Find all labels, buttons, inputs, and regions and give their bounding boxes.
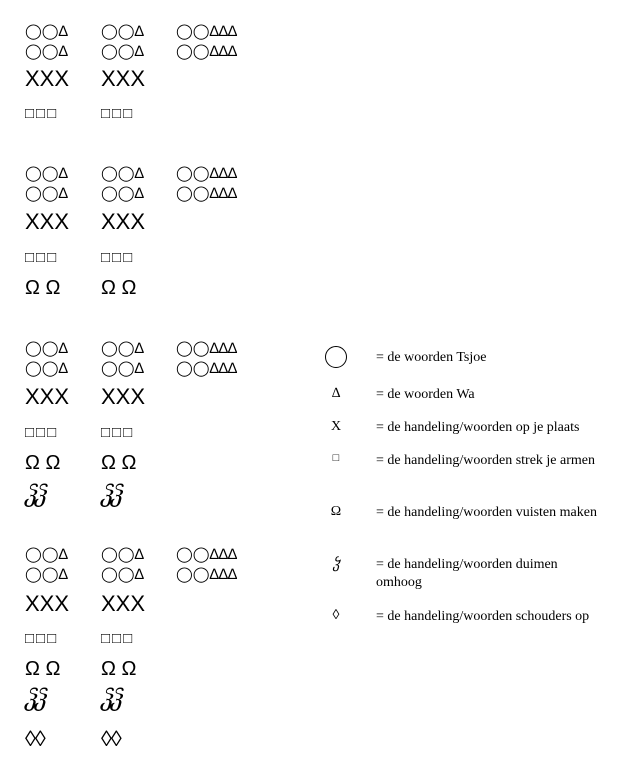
circles-delta3-row: ◯◯∆∆∆	[176, 566, 238, 583]
diamonds-row: ◊◊	[101, 726, 121, 751]
omegas-row: Ω Ω	[101, 658, 137, 680]
circle-icon	[322, 346, 350, 373]
legend-text: = de handeling/woorden duimen omhoog	[376, 557, 558, 590]
omegas-row: Ω Ω	[101, 277, 137, 299]
thumbs-row: ჴჴ	[25, 687, 45, 712]
circles-delta-row: ◯◯∆	[25, 23, 68, 40]
diamonds-row: ◊◊	[25, 726, 45, 751]
legend-text: = de handeling/woorden schouders op	[376, 609, 590, 624]
xxx-row: XXX	[101, 209, 146, 234]
square-icon: □	[332, 452, 340, 464]
circles-delta-row: ◯◯∆	[25, 43, 68, 60]
circles-delta-row: ◯◯∆	[25, 546, 68, 563]
circles-delta-row: ◯◯∆	[101, 360, 144, 377]
omegas-row: Ω Ω	[25, 658, 61, 680]
circles-delta-row: ◯◯∆	[101, 340, 144, 357]
xxx-row: XXX	[101, 591, 146, 616]
thumb-icon: ჴ	[332, 557, 340, 572]
omegas-row: Ω Ω	[25, 452, 61, 474]
squares-row: □□□	[25, 424, 59, 441]
legend-text: = de handeling/woorden vuisten maken	[376, 505, 597, 520]
circles-delta3-row: ◯◯∆∆∆	[176, 165, 238, 182]
squares-row: □□□	[101, 249, 135, 266]
thumbs-row: ჴჴ	[25, 483, 45, 508]
x-icon: X	[330, 419, 342, 434]
squares-row: □□□	[25, 105, 59, 122]
circles-delta-row: ◯◯∆	[25, 340, 68, 357]
delta-icon: ∆	[331, 386, 341, 401]
circles-delta-row: ◯◯∆	[101, 185, 144, 202]
xxx-row: XXX	[25, 209, 70, 234]
circles-delta-row: ◯◯∆	[101, 546, 144, 563]
omega-icon: Ω	[330, 504, 342, 519]
omegas-row: Ω Ω	[25, 277, 61, 299]
circles-delta-row: ◯◯∆	[101, 165, 144, 182]
thumbs-row: ჴჴ	[101, 483, 121, 508]
omegas-row: Ω Ω	[101, 452, 137, 474]
circles-delta-row: ◯◯∆	[25, 185, 68, 202]
thumbs-row: ჴჴ	[101, 687, 121, 712]
xxx-row: XXX	[101, 384, 146, 409]
circles-delta3-row: ◯◯∆∆∆	[176, 43, 238, 60]
circles-delta-row: ◯◯∆	[25, 566, 68, 583]
circles-delta3-row: ◯◯∆∆∆	[176, 340, 238, 357]
squares-row: □□□	[101, 424, 135, 441]
circles-delta3-row: ◯◯∆∆∆	[176, 23, 238, 40]
legend-text: = de woorden Wa	[376, 387, 475, 402]
circles-delta-row: ◯◯∆	[101, 566, 144, 583]
legend-text: = de handeling/woorden op je plaats	[376, 420, 580, 435]
squares-row: □□□	[25, 249, 59, 266]
xxx-row: XXX	[25, 66, 70, 91]
circles-delta-row: ◯◯∆	[101, 23, 144, 40]
circles-delta-row: ◯◯∆	[101, 43, 144, 60]
circles-delta-row: ◯◯∆	[25, 360, 68, 377]
diamond-icon: ◊	[332, 608, 340, 623]
squares-row: □□□	[101, 630, 135, 647]
xxx-row: XXX	[25, 384, 70, 409]
squares-row: □□□	[25, 630, 59, 647]
circles-delta-row: ◯◯∆	[25, 165, 68, 182]
circles-delta3-row: ◯◯∆∆∆	[176, 360, 238, 377]
circles-delta3-row: ◯◯∆∆∆	[176, 546, 238, 563]
legend-text: = de handeling/woorden strek je armen	[376, 453, 595, 468]
xxx-row: XXX	[101, 66, 146, 91]
circles-delta3-row: ◯◯∆∆∆	[176, 185, 238, 202]
xxx-row: XXX	[25, 591, 70, 616]
legend-text: = de woorden Tsjoe	[376, 350, 487, 365]
squares-row: □□□	[101, 105, 135, 122]
